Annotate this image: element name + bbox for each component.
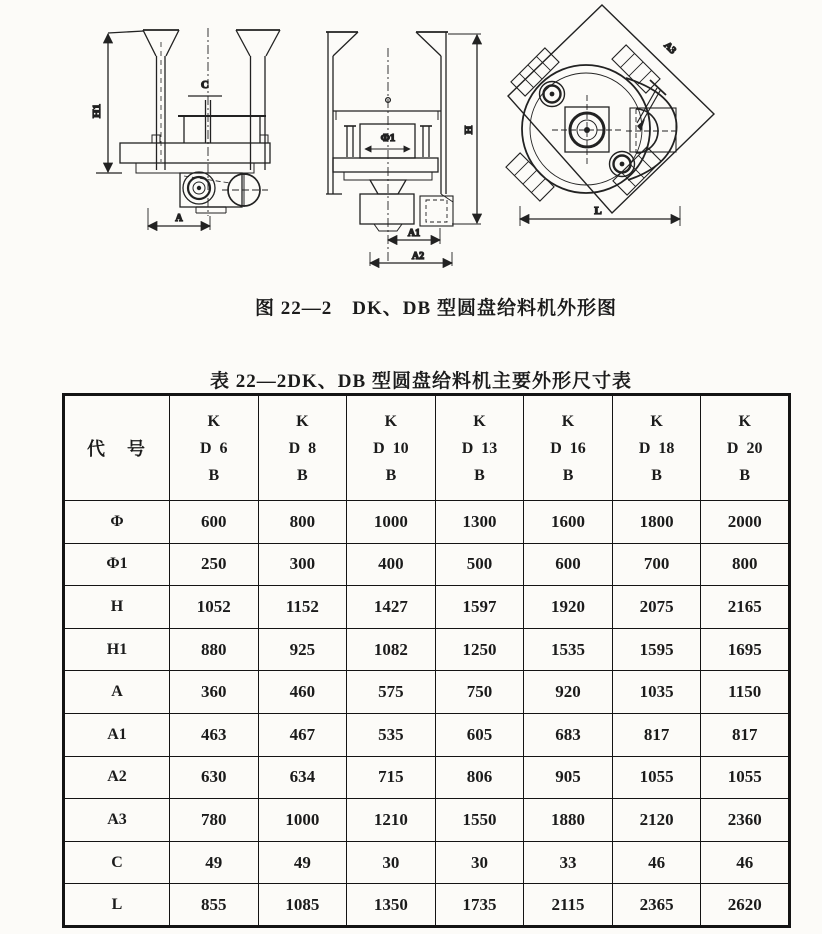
dim-label-a: A	[175, 213, 183, 224]
dimension-value-cell: 463	[170, 713, 259, 756]
column-header-line: D 16	[550, 439, 586, 457]
column-header-line: K	[384, 412, 398, 430]
row-label: A	[64, 671, 170, 714]
dimension-value-cell: 460	[258, 671, 347, 714]
dim-label-h: H	[463, 125, 475, 135]
dimension-value-cell: 800	[701, 543, 790, 586]
dimension-value-cell: 880	[170, 628, 259, 671]
dimension-value-cell: 360	[170, 671, 259, 714]
dimension-value-cell: 855	[170, 884, 259, 927]
dimension-value-cell: 920	[524, 671, 613, 714]
dimension-value-cell: 630	[170, 756, 259, 799]
table-row	[64, 671, 790, 714]
column-header-line: B	[297, 466, 308, 484]
row-label: Φ	[64, 501, 170, 544]
dimension-value-cell: 467	[258, 713, 347, 756]
dimension-value-cell: 1210	[347, 799, 436, 842]
dimension-value-cell: 30	[347, 841, 436, 884]
dimension-value-cell: 817	[612, 713, 701, 756]
dimension-value-cell: 925	[258, 628, 347, 671]
table-row	[64, 543, 790, 586]
dimension-value-cell: 46	[612, 841, 701, 884]
table-row	[64, 841, 790, 884]
dimension-value-cell: 1735	[435, 884, 524, 927]
row-label: A2	[64, 756, 170, 799]
column-header-line: D 6	[200, 439, 228, 457]
column-header-line: B	[208, 466, 220, 484]
row-label: H	[64, 586, 170, 629]
table-row	[64, 501, 790, 544]
dimension-value-cell: 49	[170, 841, 259, 884]
top-view-drawing	[486, 0, 726, 232]
dimension-value-cell: 1595	[612, 628, 701, 671]
dimension-value-cell: 700	[612, 543, 701, 586]
column-header-line: B	[651, 466, 662, 484]
row-label: Φ1	[64, 543, 170, 586]
figure-caption: 图 22—2 DK、DB 型圆盘给料机外形图	[255, 298, 617, 319]
column-header-line: K	[561, 412, 575, 430]
dimension-value-cell: 2360	[701, 799, 790, 842]
dimension-value-cell: 1800	[612, 501, 701, 544]
table-row	[64, 884, 790, 927]
dimension-value-cell: 1880	[524, 799, 613, 842]
dimension-value-cell: 750	[435, 671, 524, 714]
table-row	[64, 586, 790, 629]
table-row	[64, 756, 790, 799]
dimension-value-cell: 600	[170, 501, 259, 544]
column-header-line: B	[739, 466, 751, 484]
column-header-line: D 10	[373, 439, 409, 457]
column-header-line: D 20	[726, 439, 763, 457]
column-header	[347, 395, 436, 501]
column-header	[258, 395, 347, 501]
dimension-value-cell: 2120	[612, 799, 701, 842]
row-label: C	[64, 841, 170, 884]
dimension-value-cell: 1597	[435, 586, 524, 629]
column-header-line: K	[207, 412, 220, 430]
dimension-value-cell: 1535	[524, 628, 613, 671]
dimension-value-cell: 1920	[524, 586, 613, 629]
column-header	[170, 395, 259, 501]
column-header	[612, 395, 701, 501]
dimension-value-cell: 683	[524, 713, 613, 756]
dimension-value-cell: 1082	[347, 628, 436, 671]
dim-label-a2: A2	[411, 251, 425, 262]
dimension-value-cell: 2620	[701, 884, 790, 927]
dimension-value-cell: 1085	[258, 884, 347, 927]
dimension-value-cell: 600	[524, 543, 613, 586]
dimension-value-cell: 2365	[612, 884, 701, 927]
dimension-value-cell: 2075	[612, 586, 701, 629]
dimension-value-cell: 905	[524, 756, 613, 799]
dimension-value-cell: 1052	[170, 586, 259, 629]
dimension-value-cell: 1000	[258, 799, 347, 842]
column-header	[435, 395, 524, 501]
dim-label-a1: A1	[407, 228, 421, 239]
dimension-value-cell: 500	[435, 543, 524, 586]
column-header	[701, 395, 790, 501]
dimension-value-cell: 400	[347, 543, 436, 586]
row-label: A1	[64, 713, 170, 756]
dimension-value-cell: 30	[435, 841, 524, 884]
column-header	[524, 395, 613, 501]
dimension-value-cell: 1152	[258, 586, 347, 629]
dimension-value-cell: 1350	[347, 884, 436, 927]
dimension-value-cell: 2165	[701, 586, 790, 629]
dimension-value-cell: 300	[258, 543, 347, 586]
column-header-line: D 18	[638, 439, 675, 457]
dimension-value-cell: 1427	[347, 586, 436, 629]
table-row	[64, 713, 790, 756]
dimension-value-cell: 1600	[524, 501, 613, 544]
side-view-drawing	[300, 8, 485, 268]
column-header-line: K	[650, 412, 663, 430]
dimension-value-cell: 33	[524, 841, 613, 884]
row-label: A3	[64, 799, 170, 842]
dimension-value-cell: 1250	[435, 628, 524, 671]
dimension-value-cell: 2000	[701, 501, 790, 544]
dim-label-phi1: Φ1	[380, 132, 396, 144]
dimension-value-cell: 49	[258, 841, 347, 884]
dim-label-a3: A3	[661, 39, 678, 57]
dimension-value-cell: 1150	[701, 671, 790, 714]
dimensions-table	[62, 393, 791, 928]
dimension-value-cell: 806	[435, 756, 524, 799]
column-header-line: D 13	[461, 439, 498, 457]
dimension-value-cell: 780	[170, 799, 259, 842]
dimension-value-cell: 1055	[612, 756, 701, 799]
dimension-value-cell: 1035	[612, 671, 701, 714]
dimension-value-cell: 1000	[347, 501, 436, 544]
dim-label-c: C	[201, 79, 209, 91]
column-header-line: K	[473, 412, 486, 430]
dimension-value-cell: 250	[170, 543, 259, 586]
table-row	[64, 628, 790, 671]
table-title: 表 22—2DK、DB 型圆盘给料机主要外形尺寸表	[210, 371, 632, 392]
row-label: H1	[64, 628, 170, 671]
column-header-line: K	[738, 412, 751, 430]
column-header-line: B	[385, 466, 397, 484]
column-header-line: K	[296, 412, 309, 430]
dimension-value-cell: 1550	[435, 799, 524, 842]
dimension-value-cell: 535	[347, 713, 436, 756]
dimension-value-cell: 634	[258, 756, 347, 799]
dimension-value-cell: 46	[701, 841, 790, 884]
column-header-line: B	[562, 466, 574, 484]
dimension-value-cell: 2115	[524, 884, 613, 927]
dimension-value-cell: 715	[347, 756, 436, 799]
table-header-row	[64, 395, 790, 501]
dim-label-h1: H1	[91, 103, 103, 119]
dimension-value-cell: 575	[347, 671, 436, 714]
col-header-label: 代 号	[64, 395, 170, 501]
dimension-value-cell: 1055	[701, 756, 790, 799]
dimension-value-cell: 1695	[701, 628, 790, 671]
table-row	[64, 799, 790, 842]
dimension-value-cell: 817	[701, 713, 790, 756]
dimension-value-cell: 1300	[435, 501, 524, 544]
dim-label-l: L	[594, 205, 602, 217]
dimension-value-cell: 605	[435, 713, 524, 756]
front-view-drawing	[84, 12, 294, 257]
dimension-value-cell: 800	[258, 501, 347, 544]
column-header-line: D 8	[288, 439, 317, 457]
column-header-line: B	[474, 466, 485, 484]
row-label: L	[64, 884, 170, 927]
